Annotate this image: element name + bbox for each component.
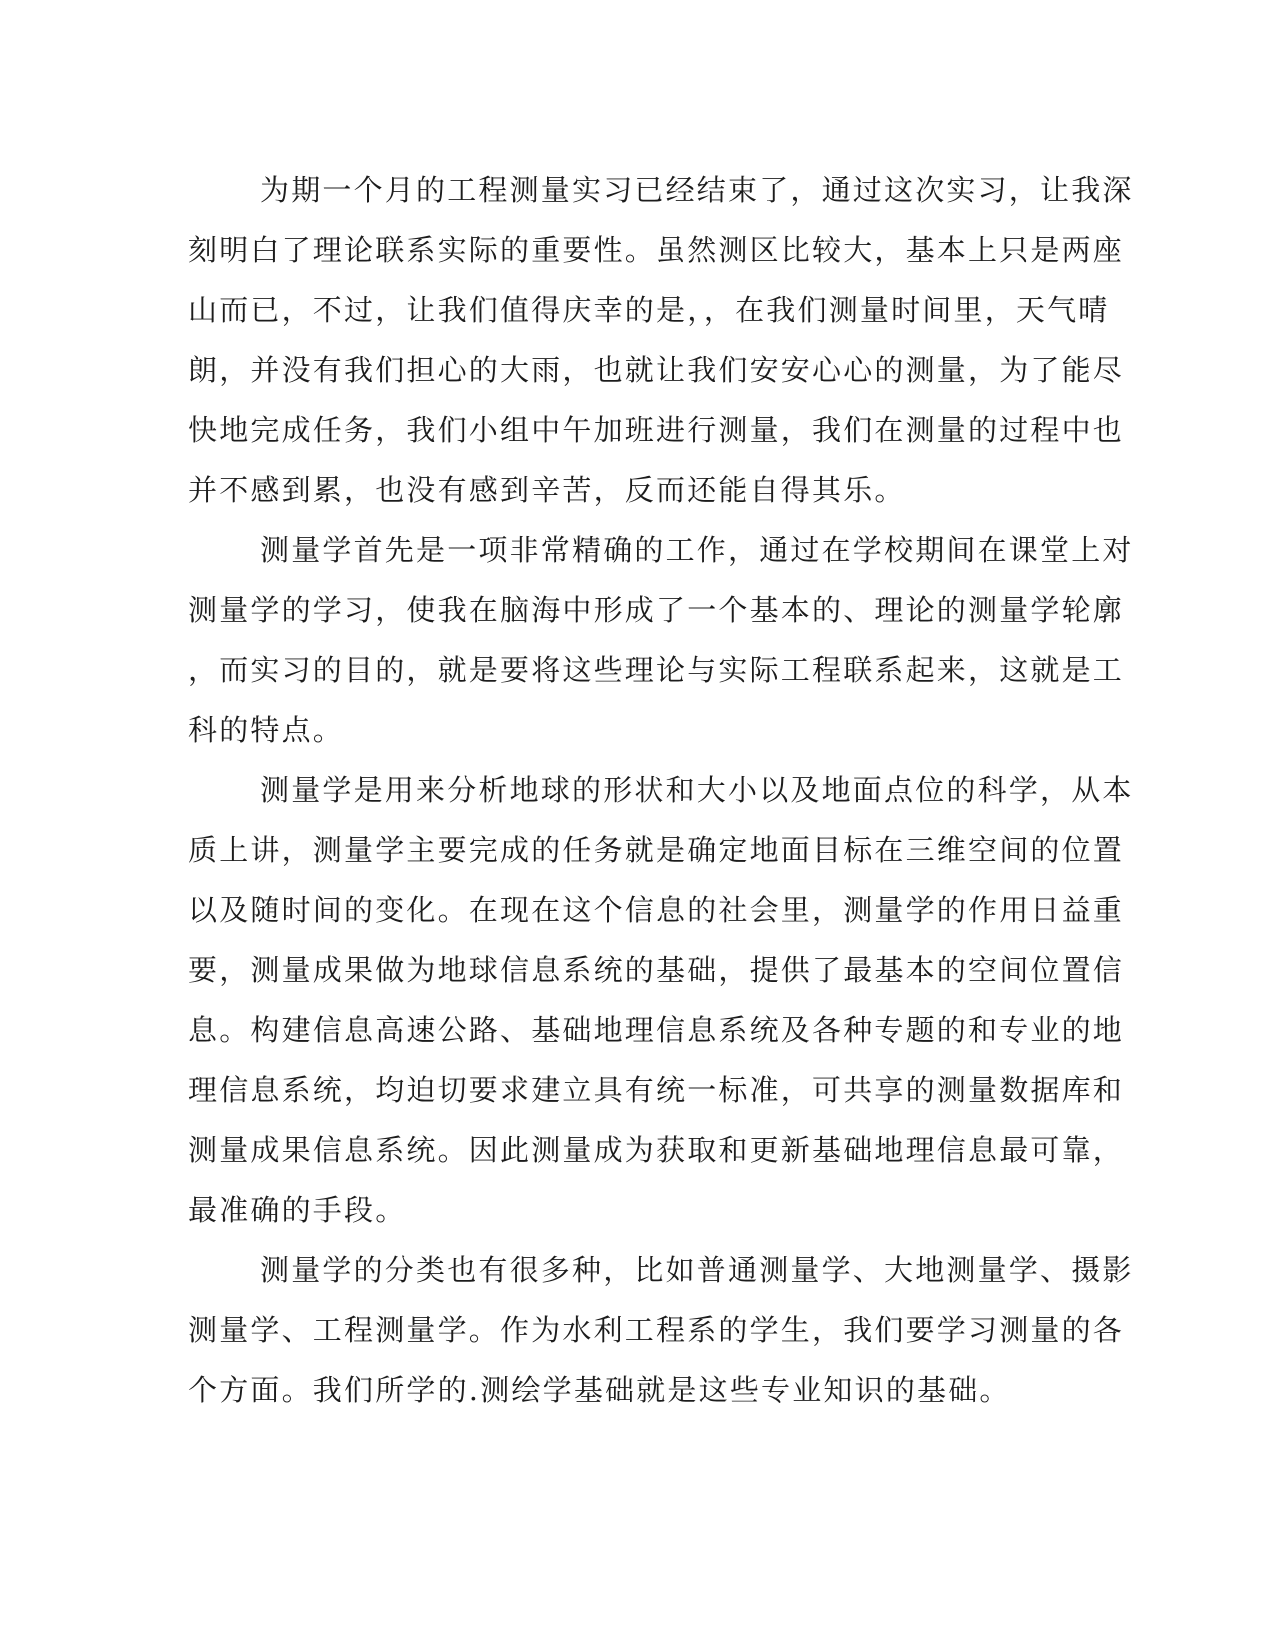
text-line: 为期一个月的工程测量实习已经结束了，通过这次实习，让我深 [260,173,1134,207]
text-line: 科的特点。 [188,713,345,747]
text-line: 理信息系统，均迫切要求建立具有统一标准，可共享的测量数据库和 [188,1073,1125,1107]
text-line: 快地完成任务，我们小组中午加班进行测量，我们在测量的过程中也 [188,413,1125,447]
document-body [188,160,1134,1420]
text-line: 测量学首先是一项非常精确的工作，通过在学校期间在课堂上对 [260,533,1134,567]
text-line: 测量学的分类也有很多种，比如普通测量学、大地测量学、摄影 [260,1253,1134,1287]
paragraph-2 [188,520,1134,760]
text-line: 测量学的学习，使我在脑海中形成了一个基本的、理论的测量学轮廓 [188,593,1125,627]
paragraph-4 [188,1240,1134,1420]
paragraph-1 [188,160,1134,520]
text-line: 要，测量成果做为地球信息系统的基础，提供了最基本的空间位置信 [188,953,1125,987]
text-line: 山而已，不过，让我们值得庆幸的是，，在我们测量时间里，天气晴 [188,293,1110,327]
text-line: ，而实习的目的，就是要将这些理论与实际工程联系起来，这就是工 [188,653,1125,687]
text-line: 朗，并没有我们担心的大雨，也就让我们安安心心的测量，为了能尽 [188,353,1125,387]
text-line: 测量成果信息系统。因此测量成为获取和更新基础地理信息最可靠， [188,1133,1125,1167]
text-line: 息。构建信息高速公路、基础地理信息系统及各种专题的和专业的地 [188,1013,1125,1047]
text-line: 个方面。我们所学的.测绘学基础就是这些专业知识的基础。 [188,1373,1011,1407]
text-line: 刻明白了理论联系实际的重要性。虽然测区比较大，基本上只是两座 [188,233,1125,267]
text-line: 最准确的手段。 [188,1193,407,1227]
text-line: 质上讲，测量学主要完成的任务就是确定地面目标在三维空间的位置 [188,833,1125,867]
text-line: 测量学是用来分析地球的形状和大小以及地面点位的科学，从本 [260,773,1134,807]
text-line: 以及随时间的变化。在现在这个信息的社会里，测量学的作用日益重 [188,893,1125,927]
text-line: 测量学、工程测量学。作为水利工程系的学生，我们要学习测量的各 [188,1313,1125,1347]
paragraph-3 [188,760,1134,1240]
text-line: 并不感到累，也没有感到辛苦，反而还能自得其乐。 [188,473,906,507]
